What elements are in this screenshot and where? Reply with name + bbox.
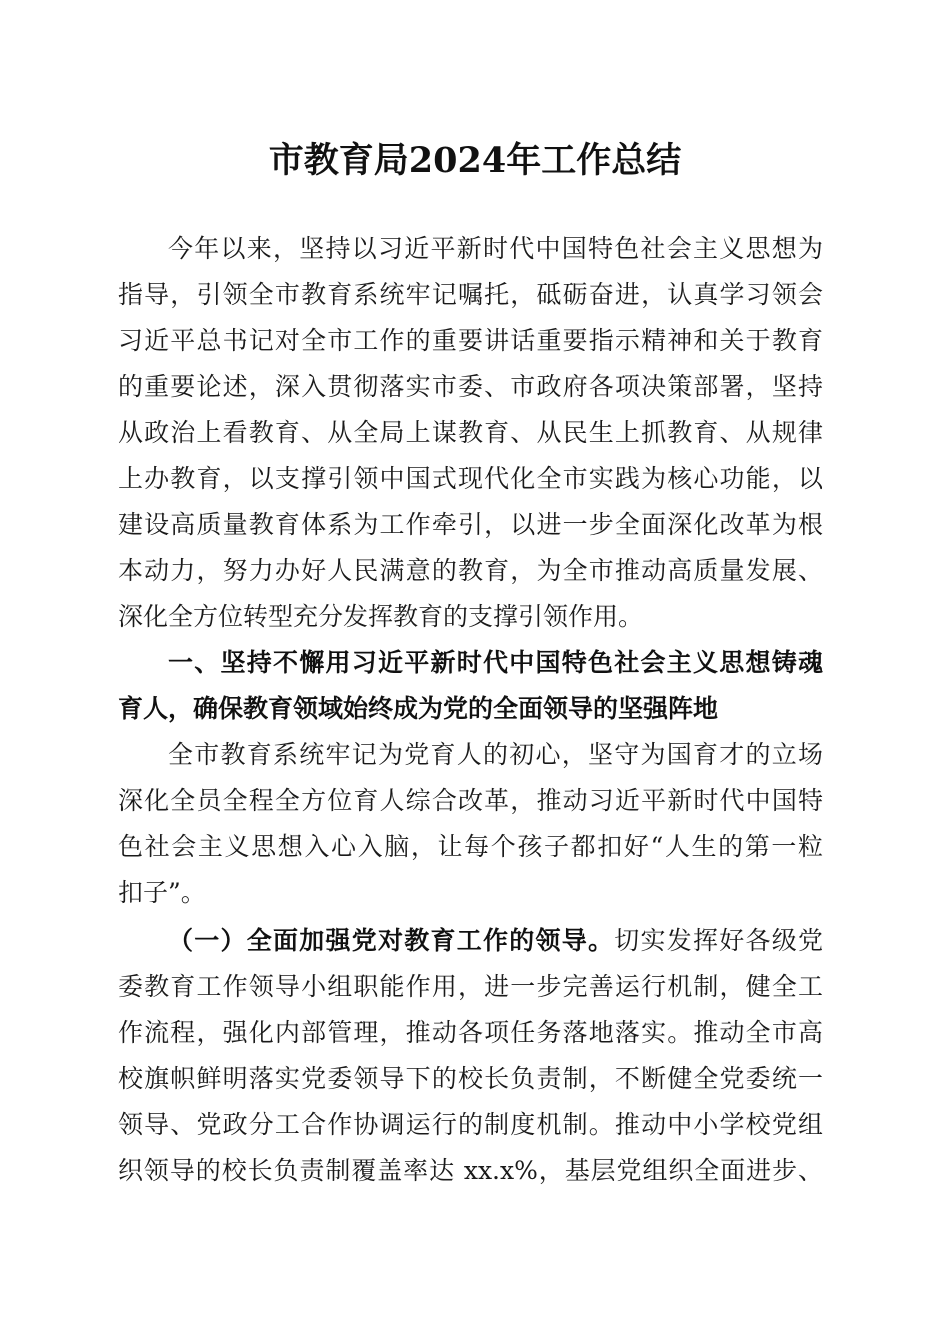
subsection-line: 织领导的校长负责制覆盖率达 xx.x%，基层党组织全面进步、 [118, 1156, 823, 1185]
section-body-line: 全市教育系统牢记为党育人的初心，坚守为国育才的立场 [168, 740, 823, 769]
subsection-first-line [168, 918, 823, 964]
section-body-line: 深化全员全程全方位育人综合改革，推动习近平新时代中国特 [118, 786, 823, 815]
document-title: 市教育局2024年工作总结 [268, 140, 682, 181]
intro-line: 深化全方位转型充分发挥教育的支撑引领作用。 [118, 602, 644, 631]
section-heading-line: 一、坚持不懈用习近平新时代中国特色社会主义思想铸魂 [168, 648, 823, 677]
subsection-line: 校旗帜鲜明落实党委领导下的校长负责制，不断健全党委统一 [118, 1064, 823, 1093]
intro-line: 指导，引领全市教育系统牢记嘱托，砥砺奋进，认真学习领会 [118, 280, 823, 309]
subsection-first-line-text: 切实发挥好各级党 [614, 926, 823, 955]
intro-line: 今年以来，坚持以习近平新时代中国特色社会主义思想为 [168, 234, 823, 263]
intro-line: 建设高质量教育体系为工作牵引，以进一步全面深化改革为根 [118, 510, 823, 539]
subsection-line: 作流程，强化内部管理，推动各项任务落地落实。推动全市高 [118, 1018, 823, 1047]
intro-line: 从政治上看教育、从全局上谋教育、从民生上抓教育、从规律 [118, 418, 823, 447]
intro-line: 的重要论述，深入贯彻落实市委、市政府各项决策部署，坚持 [118, 372, 823, 401]
section-body-line: 色社会主义思想入心入脑，让每个孩子都扣好“人生的第一粒 [118, 832, 823, 861]
intro-line: 习近平总书记对全市工作的重要讲话重要指示精神和关于教育 [118, 326, 823, 355]
subsection-line: 领导、党政分工合作协调运行的制度机制。推动中小学校党组 [118, 1110, 823, 1139]
intro-line: 上办教育，以支撑引领中国式现代化全市实践为核心功能，以 [118, 464, 823, 493]
section-body-line: 扣子”。 [118, 878, 206, 907]
intro-line: 本动力，努力办好人民满意的教育，为全市推动高质量发展、 [118, 556, 823, 585]
section-heading-line: 育人，确保教育领域始终成为党的全面领导的坚强阵地 [118, 694, 719, 723]
subsection-line: 委教育工作领导小组职能作用，进一步完善运行机制，健全工 [118, 972, 823, 1001]
subsection-lead: （一）全面加强党对教育工作的领导。 [168, 926, 615, 955]
